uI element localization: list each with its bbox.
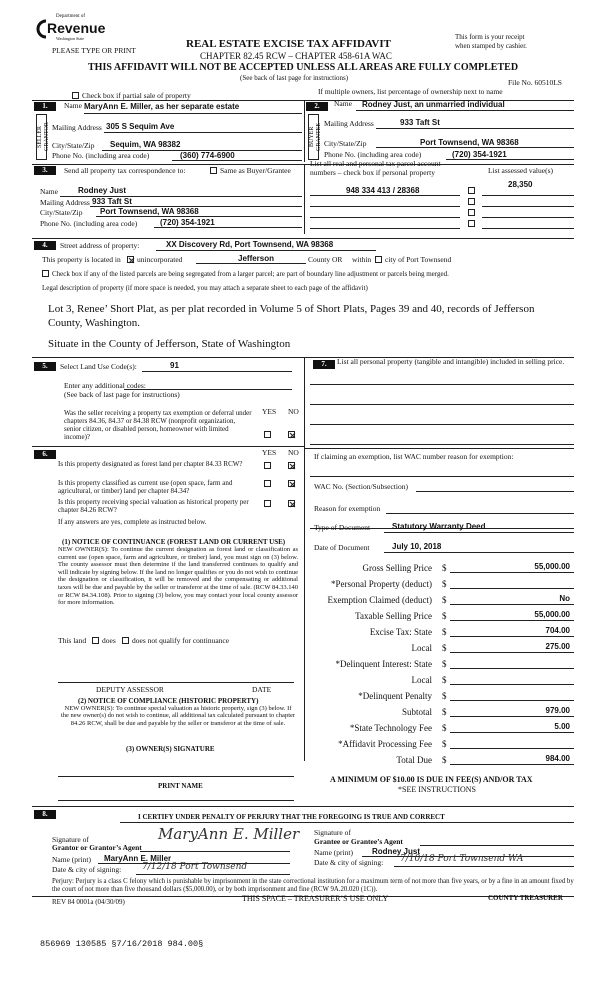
fee-row-label: *State Technology Fee <box>349 723 432 733</box>
reason-label: Reason for exemption <box>314 504 381 513</box>
unincorporated-checkbox[interactable] <box>127 256 134 263</box>
exemption-yes-checkbox[interactable] <box>264 431 271 438</box>
buyer-phone[interactable]: (720) 354-1921 <box>452 150 507 159</box>
fee-row-label: Excise Tax: State <box>369 627 432 637</box>
treasurer-stamp: 856969 130585 §7/16/2018 984.00§ <box>40 939 204 949</box>
section-1-number: 1. <box>34 102 56 111</box>
historic-yes-checkbox[interactable] <box>264 500 271 507</box>
fee-row-value[interactable]: 704.00 <box>545 626 570 635</box>
legal-description-1[interactable]: Lot 3, Renee’ Short Plat, as per plat recorded in Volume 5 of Short Plats, Pages 39 and 40, records of Jefferson <box>48 303 535 315</box>
grantee-date-city[interactable]: 7/10/18 Port Townsend WA <box>400 854 524 864</box>
see-back: (See back of last page for instructions) <box>240 74 349 82</box>
within-label: within <box>352 255 372 264</box>
multiple-owners-note: If multiple owners, list percentage of ownership next to name <box>318 87 503 96</box>
section-6-number: 6. <box>34 450 56 459</box>
deputy-date-label: DATE <box>252 685 272 694</box>
doc-type-label: Type of Document <box>314 523 371 532</box>
fee-row-currency: $ <box>442 675 447 685</box>
exemption-no-checkbox[interactable] <box>288 431 295 438</box>
grantor-date-label: Date & city of signing: <box>52 865 122 874</box>
fee-row-line <box>450 732 574 733</box>
seller-name-label: Name <box>64 101 82 110</box>
s3-phone[interactable]: (720) 354-1921 <box>160 218 215 227</box>
doc-type[interactable]: Statutory Warranty Deed <box>392 522 486 531</box>
seller-phone[interactable]: (360) 774-6900 <box>180 151 235 160</box>
parcel-personal-checkbox-2[interactable] <box>468 198 475 205</box>
fee-row-currency: $ <box>442 659 447 669</box>
unincorporated-label: unincorporated <box>137 255 183 264</box>
street-label: Street address of property: <box>60 241 140 250</box>
if-yes-note: If any answers are yes, complete as instructed below. <box>58 518 207 526</box>
fee-row-line <box>450 652 574 653</box>
additional-codes-note: (See back of last page for instructions) <box>64 390 180 399</box>
seller-side-label: SELLER GRANTOR <box>36 114 47 160</box>
fee-row-currency: $ <box>442 643 447 653</box>
grantor-signature[interactable]: MaryAnn E. Miller <box>158 825 300 843</box>
notice-compliance-title: (2) NOTICE OF COMPLIANCE (HISTORIC PROPERTY) <box>78 697 259 705</box>
assessed-header: List assessed value(s) <box>488 166 553 175</box>
fee-row-label: Taxable Selling Price <box>355 611 432 621</box>
within-city-checkbox[interactable] <box>375 256 382 263</box>
fee-row-label: Total Due <box>396 755 432 765</box>
segregated-checkbox[interactable] <box>42 270 49 277</box>
fee-row-value[interactable]: 275.00 <box>545 642 570 651</box>
fee-row-value[interactable]: No <box>559 594 570 603</box>
seller-phone-label: Phone No. (including area code) <box>52 151 150 160</box>
minimum-due-note: A MINIMUM OF $10.00 IS DUE IN FEE(S) AND/OR TAX <box>330 775 533 784</box>
form-warning: THIS AFFIDAVIT WILL NOT BE ACCEPTED UNLESS ALL AREAS ARE FULLY COMPLETED <box>88 62 519 73</box>
grantee-sig-of: Signature of <box>314 828 351 837</box>
legal-label: Legal description of property (if more space is needed, you may attach a separate sheet to each page of the affidavit) <box>42 284 368 292</box>
additional-codes-label: Enter any additional codes: <box>64 381 146 390</box>
county-treasurer: COUNTY TREASURER <box>488 894 563 902</box>
s5-no-header: NO <box>288 407 299 416</box>
fee-row-label: *Delinquent Penalty <box>358 691 432 701</box>
buyer-mailing-label: Mailing Address <box>324 119 374 128</box>
receipt-note-1: This form is your receipt <box>455 33 525 41</box>
seller-city-label: City/State/Zip <box>52 141 95 150</box>
see-instructions-note: *SEE INSTRUCTIONS <box>398 785 477 794</box>
please-type: PLEASE TYPE OR PRINT <box>52 46 136 55</box>
buyer-mailing[interactable]: 933 Taft St <box>400 118 440 127</box>
buyer-city[interactable]: Port Townsend, WA 98368 <box>420 138 519 147</box>
fee-row-line <box>450 764 574 765</box>
personal-property-label: List all personal property (tangible and intangible) included in selling price. <box>337 357 565 366</box>
parcel-personal-checkbox-3[interactable] <box>468 209 475 216</box>
fee-row-value[interactable]: 984.00 <box>545 754 570 763</box>
fee-row-currency: $ <box>442 563 447 573</box>
grantee-date-label: Date & city of signing: <box>314 858 384 867</box>
s5-yes-header: YES <box>262 407 277 416</box>
fee-row-value[interactable]: 55,000.00 <box>534 562 570 571</box>
form-title: REAL ESTATE EXCISE TAX AFFIDAVIT <box>186 38 391 50</box>
doc-date-label: Date of Document <box>314 543 370 552</box>
forest-no-checkbox[interactable] <box>288 462 295 469</box>
s3-city[interactable]: Port Townsend, WA 98368 <box>100 207 199 216</box>
logo-state: Washington State <box>56 36 85 41</box>
partial-sale-checkbox[interactable] <box>72 92 79 99</box>
seller-name[interactable]: MaryAnn E. Miller, as her separate estate <box>84 102 240 111</box>
fee-row-currency: $ <box>442 595 447 605</box>
fee-row-currency: $ <box>442 691 447 701</box>
buyer-city-label: City/State/Zip <box>324 139 367 148</box>
fee-row-currency: $ <box>442 739 447 749</box>
fee-row-line <box>450 684 574 685</box>
exemption-question: Was the seller receiving a property tax exemption or deferral under chapters 84.36, 84.37 or 84.38 RCW (nonprofit organization, senior citizen, or disabled person, homeowner with limited income)? <box>64 409 252 442</box>
s3-mailing[interactable]: 933 Taft St <box>92 197 132 206</box>
fee-row-line <box>450 604 574 605</box>
perjury-warning: Perjury: Perjury is a class C felony which is punishable by imprisonment in the state correctional institution for a maximum term of not more than five years, or by a fine in an amount fixed by the court of not more than five thousand dollars ($5,000.00), or by both imprisonment and fine (RCW 9A.20.020 (1C)). <box>52 878 574 893</box>
notice-compliance-body: NEW OWNER(S): To continue special valuation as historic property, sign (3) below. If the new owner(s) do not wish to continue, all additional tax calculated pursuant to chapter 84.26 RCW, shall be due and payable by the seller or transferor at the time of sale. <box>60 705 296 727</box>
revenue-logo <box>32 10 106 44</box>
fee-row-label: *Personal Property (deduct) <box>331 579 432 589</box>
s3-mailing-label: Mailing Address <box>40 198 90 207</box>
logo-dept: Department of <box>56 14 86 19</box>
grantor-name[interactable]: MaryAnn E. Miller <box>104 854 172 863</box>
seller-mailing-label: Mailing Address <box>52 123 102 132</box>
located-label: This property is located in <box>42 255 121 264</box>
does-not-qualify-checkbox[interactable] <box>122 637 129 644</box>
section-3-number: 3. <box>34 166 56 175</box>
grantee-name[interactable]: Rodney Just <box>372 847 421 856</box>
county-name[interactable]: Jefferson <box>238 254 275 263</box>
section-7-number: 7. <box>313 360 335 369</box>
assessed-value[interactable]: 28,350 <box>508 180 533 189</box>
buyer-phone-label: Phone No. (including area code) <box>324 150 422 159</box>
section-5-number: 5. <box>34 362 56 371</box>
fee-row-currency: $ <box>442 611 447 621</box>
seller-mailing[interactable]: 305 S Sequim Ave <box>106 122 175 131</box>
fee-row-label: Subtotal <box>401 707 432 717</box>
land-use-label: Select Land Use Code(s): <box>60 362 137 371</box>
send-correspondence-label: Send all property tax correspondence to: <box>64 166 186 175</box>
fee-row-line <box>450 572 574 573</box>
notice-continuance-title: (1) NOTICE OF CONTINUANCE (FOREST LAND OR CURRENT USE) <box>62 538 286 546</box>
buyer-name[interactable]: Rodney Just, an unmarried individual <box>362 100 505 109</box>
owner-signature-label: (3) OWNER(S) SIGNATURE <box>126 745 215 753</box>
fee-row-line <box>450 588 574 589</box>
rev-number: REV 84 0001a (04/30/09) <box>52 898 125 906</box>
county-or-label: County OR <box>308 255 343 264</box>
fee-row-currency: $ <box>442 627 447 637</box>
fee-row-currency: $ <box>442 723 447 733</box>
this-land-label: This land <box>58 636 87 645</box>
wac-no-label: WAC No. (Section/Subsection) <box>314 482 408 491</box>
section-8-number: 8. <box>34 810 56 819</box>
segregated-label: Check box if any of the listed parcels are being segregated from a larger parcel; are part of boundary line adjustment or parcels being merged. <box>52 270 449 278</box>
fee-row-line <box>450 716 574 717</box>
treasurer-space: THIS SPACE – TREASURER’S USE ONLY <box>242 894 389 903</box>
fee-row-currency: $ <box>442 755 447 765</box>
form-chapter: CHAPTER 82.45 RCW – CHAPTER 458-61A WAC <box>200 51 392 61</box>
forest-land-question: Is this property designated as forest land per chapter 84.33 RCW? <box>58 460 243 468</box>
historic-question: Is this property receiving special valuation as historical property per chapter 84.26 RCW? <box>58 498 249 515</box>
section-4-number: 4. <box>34 241 56 250</box>
does-label: does <box>102 636 116 645</box>
street-address[interactable]: XX Discovery Rd, Port Townsend, WA 98368 <box>166 240 334 249</box>
parcel-personal-checkbox-1[interactable] <box>468 187 475 194</box>
certify-statement: I CERTIFY UNDER PENALTY OF PERJURY THAT THE FOREGOING IS TRUE AND CORRECT <box>138 813 445 821</box>
grantee-agent-label: Grantee or Grantee’s Agent <box>314 837 403 846</box>
fee-row-line <box>450 668 574 669</box>
buyer-name-label: Name <box>334 99 352 108</box>
fee-row-value[interactable]: 979.00 <box>545 706 570 715</box>
section-2-number: 2. <box>306 102 328 111</box>
grantor-agent-label: Grantor or Grantor’s Agent <box>52 843 142 852</box>
deputy-assessor-label: DEPUTY ASSESSOR <box>96 685 164 694</box>
s3-name-label: Name <box>40 187 58 196</box>
grantor-date-city[interactable]: 7/12/18 Port Townsend <box>142 862 248 872</box>
s3-phone-label: Phone No. (including area code) <box>40 219 138 228</box>
grantor-name-label: Name (print) <box>52 855 91 864</box>
s6-no-header: NO <box>288 448 299 457</box>
print-name-label: PRINT NAME <box>158 782 203 790</box>
exemption-wac-label: If claiming an exemption, list WAC number reason for exemption: <box>314 452 514 461</box>
parcel-personal-checkbox-4[interactable] <box>468 220 475 227</box>
does-not-label: does not qualify for continuance <box>132 636 230 645</box>
same-as-buyer-checkbox[interactable] <box>210 167 217 174</box>
fee-row-value[interactable]: 5.00 <box>554 722 570 731</box>
fee-row-currency: $ <box>442 579 447 589</box>
fee-row-label: *Delinquent Interest: State <box>335 659 432 669</box>
s6-yes-header: YES <box>262 448 277 457</box>
fee-row-label: Local <box>411 643 432 653</box>
legal-description-2[interactable]: County, Washington. <box>48 317 141 329</box>
legal-description-3[interactable]: Situate in the County of Jefferson, State of Washington <box>48 338 291 350</box>
forest-yes-checkbox[interactable] <box>264 462 271 469</box>
s3-name[interactable]: Rodney Just <box>78 186 127 195</box>
current-use-question: Is this property classified as current use (open space, farm and agricultural, or timber) land per chapter 84.34? <box>58 479 233 496</box>
s3-city-label: City/State/Zip <box>40 208 83 217</box>
same-as-buyer-label: Same as Buyer/Grantee <box>220 166 291 175</box>
fee-row-value[interactable]: 55,000.00 <box>534 610 570 619</box>
notice-continuance-body: NEW OWNER(S): To continue the current designation as forest land or classification as current use (open space, farm and agriculture, or timber) land, you must sign on (3) below. The county assessor must then determine if the land transferred continues to qualify and will indicate by signing below. If the land no longer qualifies or you do not wish to continue the designation or classification, it will be removed and the compensating or additional taxes will be due and payable by the seller or transferor at the time of sale. (RCW 84.33.140 or RCW 84.34.108). Prior to signing (3) below, you may contact your local county assessor for more information. <box>58 546 298 607</box>
receipt-note-2: when stamped by cashier. <box>455 42 527 50</box>
current-use-yes-checkbox[interactable] <box>264 480 271 487</box>
seller-city[interactable]: Sequim, WA 98382 <box>110 140 181 149</box>
fee-row-line <box>450 700 574 701</box>
buyer-side-label: BUYER GRANTEE <box>308 114 319 160</box>
parcel-number[interactable]: 948 334 413 / 28368 <box>346 186 420 195</box>
land-use-code[interactable]: 91 <box>170 361 179 370</box>
fee-row-currency: $ <box>442 707 447 717</box>
does-qualify-checkbox[interactable] <box>92 637 99 644</box>
fee-row-line <box>450 636 574 637</box>
fee-row-line <box>450 620 574 621</box>
fee-row-label: Local <box>411 675 432 685</box>
grantee-name-label: Name (print) <box>314 848 353 857</box>
fee-row-line <box>450 748 574 749</box>
file-no: File No. 60510LS <box>508 78 562 87</box>
fee-row-label: Exemption Claimed (deduct) <box>327 595 432 605</box>
doc-date[interactable]: July 10, 2018 <box>392 542 442 551</box>
current-use-no-checkbox[interactable] <box>288 480 295 487</box>
partial-sale-label: Check box if partial sale of property <box>82 91 191 100</box>
fee-row-label: *Affidavit Processing Fee <box>338 739 432 749</box>
grantor-sig-of: Signature of <box>52 835 89 844</box>
fee-row-label: Gross Selling Price <box>362 563 432 573</box>
historic-no-checkbox[interactable] <box>288 500 295 507</box>
city-of-label: city of Port Townsend <box>385 255 452 264</box>
logo-name: Revenue <box>47 20 106 36</box>
parcel-header: List all real and personal tax parcel account numbers – check box if personal property <box>310 159 441 177</box>
